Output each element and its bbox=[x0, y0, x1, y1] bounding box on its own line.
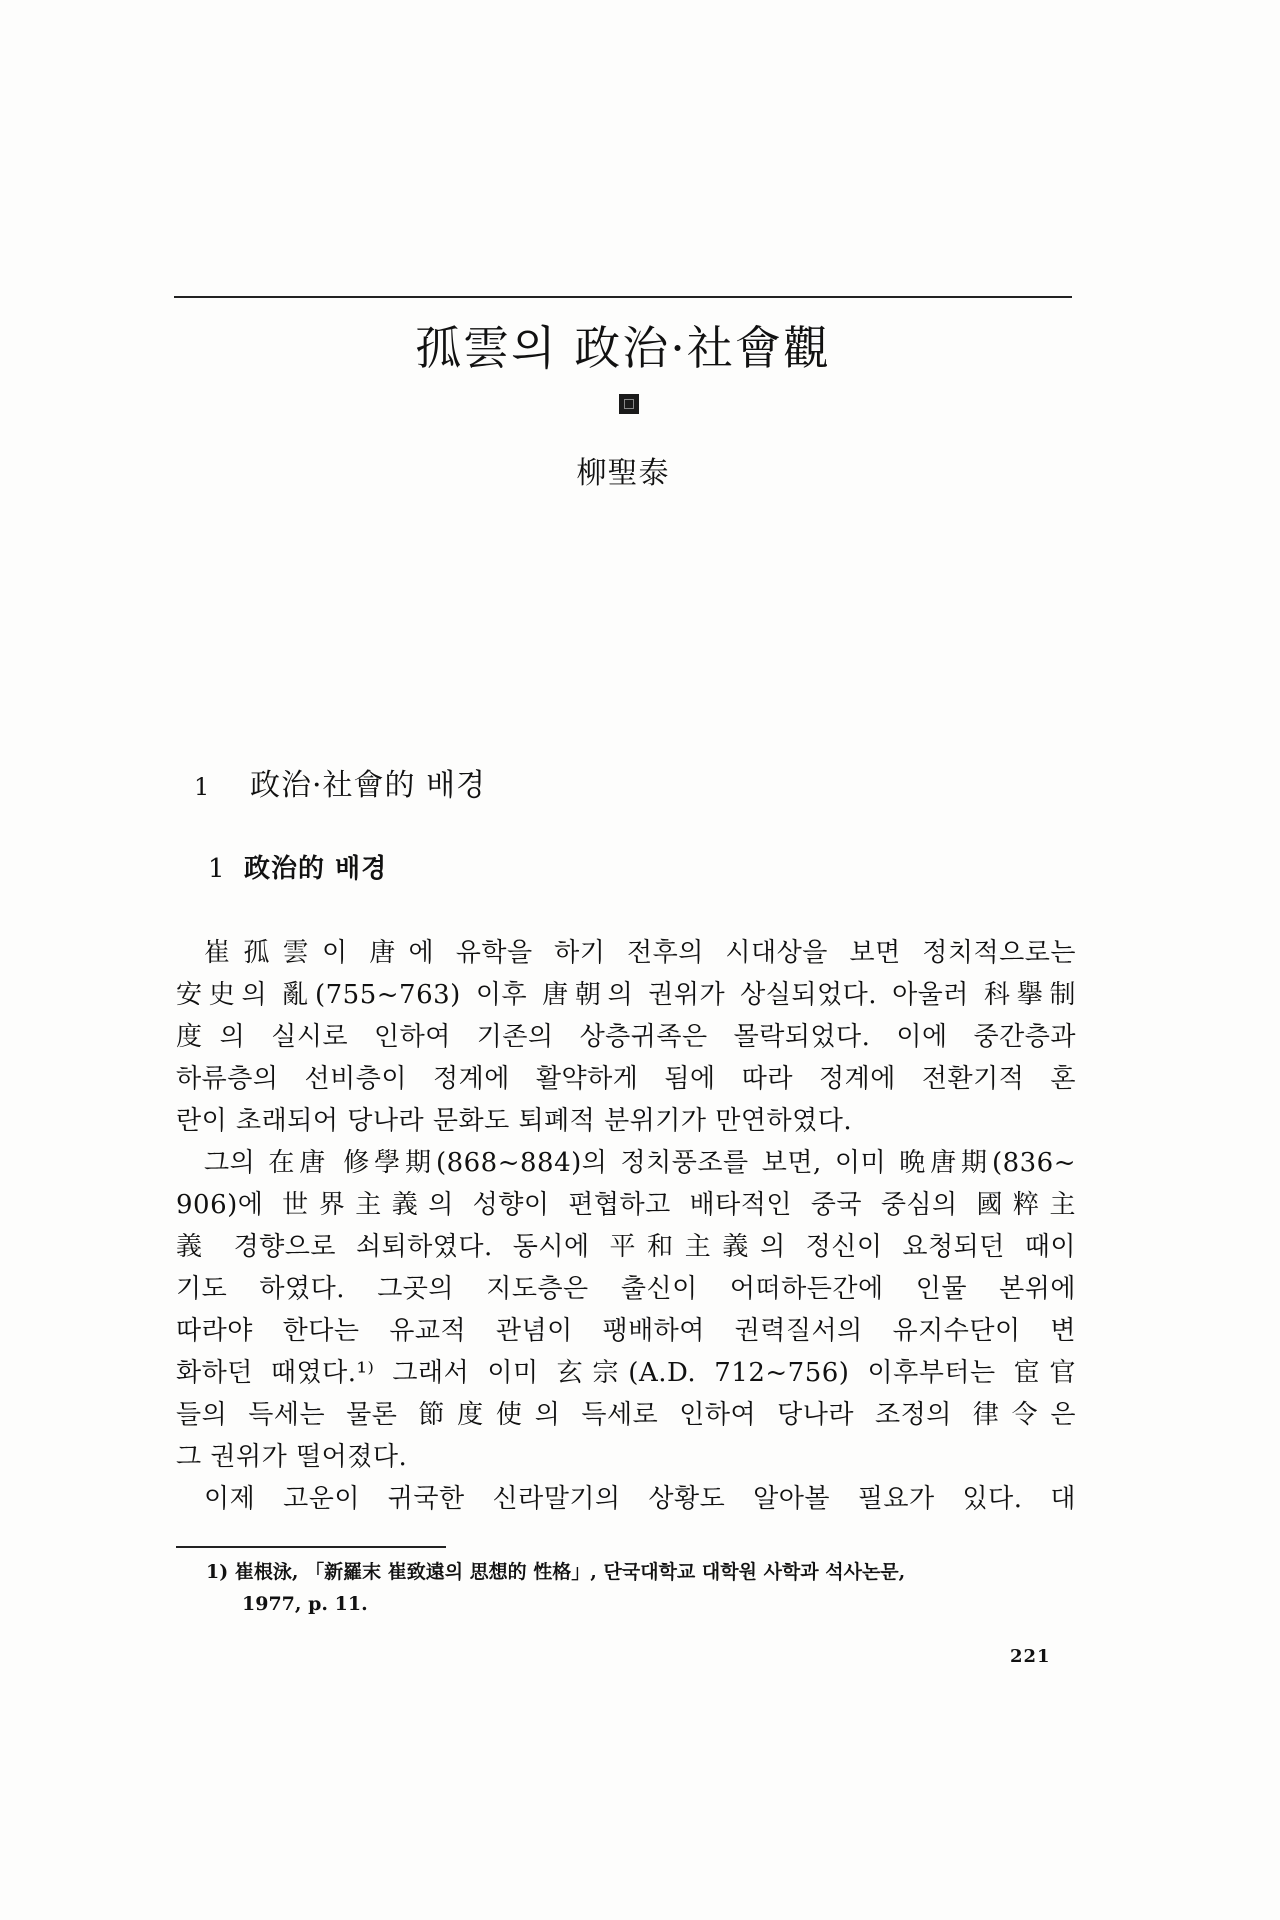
section-heading bbox=[194, 760, 486, 804]
body-line: 기도 하였다. 그곳의 지도층은 출신이 어떠하든간에 인물 본위에 bbox=[176, 1274, 1076, 1304]
section-title: 政治·社會的 배경 bbox=[250, 768, 487, 803]
article-title: 孤雲의 政治·社會觀 bbox=[415, 321, 831, 375]
body-line: 義 경향으로 쇠퇴하였다. 동시에 平和主義의 정신이 요청되던 때이 bbox=[176, 1232, 1076, 1262]
body-line: 安史의 亂(755~763) 이후 唐朝의 권위가 상실되었다. 아울러 科擧制 bbox=[176, 980, 1076, 1010]
body-line: 度의 실시로 인하여 기존의 상층귀족은 몰락되었다. 이에 중간층과 bbox=[176, 1022, 1076, 1052]
footnote bbox=[206, 1556, 1076, 1620]
title-ornament-icon bbox=[619, 394, 639, 414]
subsection-number: 1 bbox=[208, 854, 226, 884]
title-rule bbox=[174, 296, 1072, 298]
body-line: 崔孤雲이 唐에 유학을 하기 전후의 시대상을 보면 정치적으로는 bbox=[204, 938, 1076, 968]
body-line: 이제 고운이 귀국한 신라말기의 상황도 알아볼 필요가 있다. 대 bbox=[204, 1484, 1076, 1514]
footnote-marker: 1) bbox=[206, 1561, 229, 1583]
body-line: 들의 득세는 물론 節度使의 득세로 인하여 당나라 조정의 律令은 bbox=[176, 1400, 1076, 1430]
article-author: 柳聖泰 bbox=[576, 456, 670, 491]
subsection-title: 政治的 배경 bbox=[244, 854, 388, 884]
section-number: 1 bbox=[194, 773, 211, 801]
subsection-heading bbox=[208, 848, 387, 885]
body-line: 하류층의 선비층이 정계에 활약하게 됨에 따라 정계에 전환기적 혼 bbox=[176, 1064, 1076, 1094]
footnote-line bbox=[206, 1556, 1076, 1588]
body-text bbox=[176, 932, 1076, 1520]
body-line: 따라야 한다는 유교적 관념이 팽배하여 권력질서의 유지수단이 변 bbox=[176, 1316, 1076, 1346]
body-line: 란이 초래되어 당나라 문화도 퇴폐적 분위기가 만연하였다. bbox=[176, 1106, 853, 1136]
footnote-line: 1977, p. 11. bbox=[242, 1593, 368, 1615]
page-number: 221 bbox=[1010, 1646, 1051, 1667]
body-line: 그 권위가 떨어졌다. bbox=[176, 1442, 408, 1472]
body-line: 그의 在唐 修學期(868~884)의 정치풍조를 보면, 이미 晩唐期(836~ bbox=[204, 1148, 1076, 1178]
footnote-rule bbox=[176, 1546, 446, 1548]
footnote-citation: 崔根泳, 「新羅末 崔致遠의 思想的 性格」, 단국대학교 대학원 사학과 석사논문, bbox=[234, 1561, 906, 1583]
body-line: 화하던 때였다.¹⁾ 그래서 이미 玄宗(A.D. 712~756) 이후부터는 宦官 bbox=[176, 1358, 1076, 1388]
body-line: 906)에 世界主義의 성향이 편협하고 배타적인 중국 중심의 國粹主 bbox=[176, 1190, 1076, 1220]
